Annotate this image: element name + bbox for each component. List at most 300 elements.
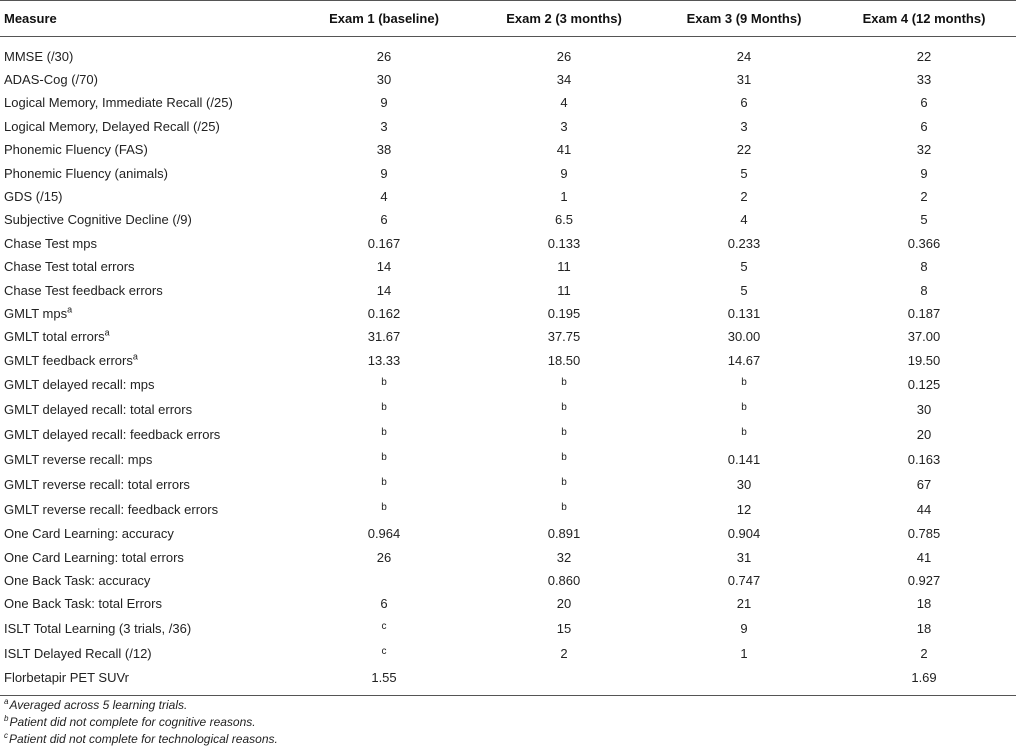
value-cell-exam-3 bbox=[656, 278, 832, 301]
table-row bbox=[0, 422, 1016, 447]
cell-value: 0.195 bbox=[547, 305, 581, 321]
measure-cell bbox=[0, 616, 296, 641]
measure-label: Chase Test feedback errors bbox=[4, 282, 163, 298]
value-cell-exam-1 bbox=[296, 45, 472, 68]
cell-value: 24 bbox=[736, 48, 752, 64]
measure-label: GMLT delayed recall: feedback errors bbox=[4, 426, 221, 442]
value-cell-exam-3 bbox=[656, 255, 832, 278]
measure-label: Subjective Cognitive Decline (/9) bbox=[4, 212, 192, 228]
table-row bbox=[0, 472, 1016, 497]
value-cell-exam-4 bbox=[832, 115, 1016, 138]
measure-cell bbox=[0, 232, 296, 255]
value-cell-exam-3 bbox=[656, 666, 832, 696]
footnote-marker: b bbox=[381, 401, 387, 413]
value-cell-exam-2 bbox=[472, 115, 656, 138]
footnote-marker: c bbox=[381, 645, 387, 657]
value-cell-exam-4 bbox=[832, 616, 1016, 641]
spacer-cell bbox=[0, 37, 1016, 45]
cell-value: 0.141 bbox=[727, 451, 761, 467]
value-cell-exam-1 bbox=[296, 302, 472, 325]
cell-value: 31.67 bbox=[367, 329, 401, 345]
cell-value: 26 bbox=[376, 48, 392, 64]
measure-cell bbox=[0, 278, 296, 301]
cell-value: 2 bbox=[920, 645, 928, 661]
value-cell-exam-3 bbox=[656, 185, 832, 208]
value-cell-exam-4 bbox=[832, 497, 1016, 522]
value-cell-exam-4 bbox=[832, 422, 1016, 447]
measure-label: Chase Test mps bbox=[4, 235, 97, 251]
cell-value: 30 bbox=[376, 72, 392, 88]
measure-label: GMLT reverse recall: total errors bbox=[4, 476, 190, 492]
value-cell-exam-4 bbox=[832, 372, 1016, 397]
spacer-row bbox=[0, 37, 1016, 45]
cell-value: 3 bbox=[380, 118, 388, 134]
cell-value: 2 bbox=[560, 645, 568, 661]
value-cell-exam-2 bbox=[472, 397, 656, 422]
value-cell-exam-1 bbox=[296, 592, 472, 615]
cell-value: 11 bbox=[557, 259, 571, 275]
table-row bbox=[0, 592, 1016, 615]
table-row bbox=[0, 349, 1016, 372]
measure-cell bbox=[0, 372, 296, 397]
footnote-text: Averaged across 5 learning trials. bbox=[9, 698, 188, 712]
measure-cell bbox=[0, 325, 296, 348]
value-cell-exam-2 bbox=[472, 422, 656, 447]
cell-value: 21 bbox=[736, 596, 752, 612]
measure-cell bbox=[0, 68, 296, 91]
measure-label: ISLT Delayed Recall (/12) bbox=[4, 645, 152, 661]
cell-value: 6 bbox=[920, 118, 928, 134]
header-measure: Measure bbox=[0, 1, 296, 37]
value-cell-exam-4 bbox=[832, 68, 1016, 91]
measure-cell bbox=[0, 161, 296, 184]
value-cell-exam-2 bbox=[472, 255, 656, 278]
table-row bbox=[0, 232, 1016, 255]
footnote-text: Patient did not complete for cognitive reasons. bbox=[9, 715, 256, 729]
measure-cell bbox=[0, 472, 296, 497]
measure-label: GMLT reverse recall: feedback errors bbox=[4, 501, 219, 517]
value-cell-exam-1 bbox=[296, 616, 472, 641]
table-row bbox=[0, 545, 1016, 568]
value-cell-exam-2 bbox=[472, 325, 656, 348]
value-cell-exam-4 bbox=[832, 641, 1016, 666]
cell-value: 20 bbox=[556, 596, 572, 612]
value-cell-exam-4 bbox=[832, 325, 1016, 348]
measure-label: One Back Task: total Errors bbox=[4, 596, 162, 612]
cell-value: 18 bbox=[916, 620, 932, 636]
measure-cell bbox=[0, 185, 296, 208]
value-cell-exam-2 bbox=[472, 68, 656, 91]
footnote-marker: b bbox=[561, 501, 567, 513]
cell-value: 37.00 bbox=[907, 329, 941, 345]
value-cell-exam-4 bbox=[832, 278, 1016, 301]
table-row bbox=[0, 91, 1016, 114]
value-cell-exam-4 bbox=[832, 472, 1016, 497]
measure-cell bbox=[0, 641, 296, 666]
header-exam-2: Exam 2 (3 months) bbox=[472, 1, 656, 37]
value-cell-exam-2 bbox=[472, 497, 656, 522]
footnote-mark: c bbox=[4, 731, 8, 740]
value-cell-exam-1 bbox=[296, 208, 472, 231]
cell-value: 1.55 bbox=[371, 669, 397, 685]
value-cell-exam-4 bbox=[832, 545, 1016, 568]
value-cell-exam-4 bbox=[832, 255, 1016, 278]
measure-cell bbox=[0, 45, 296, 68]
value-cell-exam-1 bbox=[296, 278, 472, 301]
measure-cell bbox=[0, 91, 296, 114]
table-row bbox=[0, 497, 1016, 522]
cell-value: 3 bbox=[740, 118, 748, 134]
cell-value: 3 bbox=[560, 118, 568, 134]
value-cell-exam-4 bbox=[832, 302, 1016, 325]
footnote-marker: b bbox=[381, 426, 387, 438]
table-row bbox=[0, 569, 1016, 592]
cell-value: 0.131 bbox=[727, 305, 761, 321]
value-cell-exam-2 bbox=[472, 592, 656, 615]
footnote-marker: b bbox=[381, 501, 387, 513]
value-cell-exam-2 bbox=[472, 302, 656, 325]
value-cell-exam-3 bbox=[656, 522, 832, 545]
table-row bbox=[0, 397, 1016, 422]
footnote-marker: a bbox=[104, 328, 110, 339]
footnote-marker: b bbox=[381, 476, 387, 488]
cell-value: 0.927 bbox=[907, 572, 941, 588]
measure-label: One Card Learning: total errors bbox=[4, 549, 184, 565]
cell-value: 0.167 bbox=[367, 235, 401, 251]
measure-cell bbox=[0, 138, 296, 161]
measure-label: GMLT mps bbox=[4, 305, 68, 321]
value-cell-exam-3 bbox=[656, 616, 832, 641]
cell-value: 9 bbox=[560, 165, 568, 181]
value-cell-exam-1 bbox=[296, 666, 472, 696]
cell-value: 12 bbox=[736, 501, 752, 517]
footnote-marker: b bbox=[381, 376, 387, 388]
cell-value: 31 bbox=[736, 72, 752, 88]
table-row bbox=[0, 372, 1016, 397]
cell-value: 6 bbox=[740, 95, 748, 111]
value-cell-exam-4 bbox=[832, 592, 1016, 615]
table-row bbox=[0, 447, 1016, 472]
cell-value: 41 bbox=[916, 549, 932, 565]
table-row bbox=[0, 302, 1016, 325]
measure-cell bbox=[0, 115, 296, 138]
value-cell-exam-2 bbox=[472, 522, 656, 545]
value-cell-exam-1 bbox=[296, 91, 472, 114]
footnote-marker: b bbox=[381, 451, 387, 463]
value-cell-exam-2 bbox=[472, 138, 656, 161]
footnote-mark: a bbox=[4, 697, 9, 706]
cell-value: 30 bbox=[736, 476, 752, 492]
value-cell-exam-2 bbox=[472, 278, 656, 301]
cell-value: 9 bbox=[920, 165, 928, 181]
value-cell-exam-3 bbox=[656, 349, 832, 372]
value-cell-exam-1 bbox=[296, 545, 472, 568]
cell-value: 0.133 bbox=[547, 235, 581, 251]
value-cell-exam-1 bbox=[296, 372, 472, 397]
value-cell-exam-3 bbox=[656, 68, 832, 91]
value-cell-exam-1 bbox=[296, 447, 472, 472]
value-cell-exam-3 bbox=[656, 447, 832, 472]
value-cell-exam-1 bbox=[296, 185, 472, 208]
cell-value: 0.891 bbox=[547, 526, 581, 542]
table-row bbox=[0, 325, 1016, 348]
value-cell-exam-3 bbox=[656, 641, 832, 666]
measure-label: GMLT reverse recall: mps bbox=[4, 451, 153, 467]
table-row bbox=[0, 278, 1016, 301]
footnote-marker: c bbox=[381, 620, 387, 632]
value-cell-exam-3 bbox=[656, 472, 832, 497]
cell-value: 11 bbox=[557, 282, 571, 298]
footnote-marker: a bbox=[67, 304, 73, 315]
value-cell-exam-2 bbox=[472, 545, 656, 568]
cell-value: 0.785 bbox=[907, 526, 941, 542]
value-cell-exam-4 bbox=[832, 232, 1016, 255]
footnote bbox=[4, 731, 278, 748]
value-cell-exam-1 bbox=[296, 397, 472, 422]
header-exam-4: Exam 4 (12 months) bbox=[832, 1, 1016, 37]
value-cell-exam-1 bbox=[296, 115, 472, 138]
value-cell-exam-1 bbox=[296, 232, 472, 255]
value-cell-exam-3 bbox=[656, 569, 832, 592]
value-cell-exam-4 bbox=[832, 138, 1016, 161]
cell-value: 0.125 bbox=[907, 376, 941, 392]
cell-value: 4 bbox=[380, 189, 388, 205]
value-cell-exam-3 bbox=[656, 497, 832, 522]
value-cell-exam-2 bbox=[472, 447, 656, 472]
cell-value: 0.747 bbox=[727, 572, 761, 588]
cell-value: 22 bbox=[736, 142, 752, 158]
footnote-marker: b bbox=[561, 451, 567, 463]
value-cell-exam-4 bbox=[832, 349, 1016, 372]
cell-value: 41 bbox=[556, 142, 572, 158]
footnote-marker: b bbox=[561, 476, 567, 488]
cell-value: 0.233 bbox=[727, 235, 761, 251]
table-row bbox=[0, 641, 1016, 666]
cell-value: 6 bbox=[920, 95, 928, 111]
cell-value: 4 bbox=[560, 95, 568, 111]
cell-value: 18 bbox=[916, 596, 932, 612]
cell-value: 9 bbox=[380, 95, 388, 111]
cell-value: 5 bbox=[740, 282, 748, 298]
cell-value: 26 bbox=[376, 549, 392, 565]
footnote-text: Patient did not complete for technological reasons. bbox=[9, 732, 278, 746]
cell-value: 14 bbox=[376, 259, 392, 275]
cell-value: 0.904 bbox=[727, 526, 761, 542]
table-header bbox=[0, 1, 1016, 37]
measure-label: GMLT delayed recall: mps bbox=[4, 376, 155, 392]
measure-label: ISLT Total Learning (3 trials, /36) bbox=[4, 620, 192, 636]
measure-label: MMSE (/30) bbox=[4, 48, 74, 64]
measure-cell bbox=[0, 349, 296, 372]
value-cell-exam-1 bbox=[296, 422, 472, 447]
cell-value: 1 bbox=[740, 645, 748, 661]
table-body bbox=[0, 37, 1016, 696]
value-cell-exam-2 bbox=[472, 185, 656, 208]
measure-cell bbox=[0, 569, 296, 592]
value-cell-exam-1 bbox=[296, 255, 472, 278]
table-row bbox=[0, 522, 1016, 545]
cell-value: 38 bbox=[376, 142, 392, 158]
cell-value: 2 bbox=[920, 189, 928, 205]
measure-cell bbox=[0, 302, 296, 325]
table-row bbox=[0, 115, 1016, 138]
measure-cell bbox=[0, 208, 296, 231]
cell-value: 32 bbox=[556, 549, 572, 565]
value-cell-exam-2 bbox=[472, 616, 656, 641]
cell-value: 14.67 bbox=[727, 352, 761, 368]
measure-label: One Back Task: accuracy bbox=[4, 572, 151, 588]
cell-value: 18.50 bbox=[547, 352, 581, 368]
cell-value: 32 bbox=[916, 142, 932, 158]
value-cell-exam-4 bbox=[832, 161, 1016, 184]
measure-label: GMLT total errors bbox=[4, 329, 105, 345]
measure-label: Phonemic Fluency (FAS) bbox=[4, 142, 148, 158]
value-cell-exam-1 bbox=[296, 641, 472, 666]
measure-cell bbox=[0, 497, 296, 522]
measure-cell bbox=[0, 447, 296, 472]
value-cell-exam-3 bbox=[656, 161, 832, 184]
value-cell-exam-2 bbox=[472, 91, 656, 114]
value-cell-exam-3 bbox=[656, 422, 832, 447]
cell-value: 44 bbox=[916, 501, 932, 517]
footnote-marker: b bbox=[561, 376, 567, 388]
measure-label: Logical Memory, Delayed Recall (/25) bbox=[4, 118, 220, 134]
value-cell-exam-3 bbox=[656, 115, 832, 138]
value-cell-exam-4 bbox=[832, 91, 1016, 114]
footnote bbox=[4, 697, 278, 714]
header-row bbox=[0, 1, 1016, 37]
cell-value: 19.50 bbox=[907, 352, 941, 368]
footnote-marker: b bbox=[561, 401, 567, 413]
footnote-marker: b bbox=[561, 426, 567, 438]
cell-value: 6 bbox=[380, 212, 388, 228]
cell-value: 13.33 bbox=[367, 352, 401, 368]
value-cell-exam-2 bbox=[472, 641, 656, 666]
cell-value: 31 bbox=[736, 549, 752, 565]
footnote-mark: b bbox=[4, 714, 9, 723]
cell-value: 5 bbox=[920, 212, 928, 228]
table-row bbox=[0, 45, 1016, 68]
table-row bbox=[0, 68, 1016, 91]
footnote-marker: a bbox=[132, 351, 138, 362]
measure-label: ADAS-Cog (/70) bbox=[4, 72, 98, 88]
value-cell-exam-3 bbox=[656, 91, 832, 114]
cell-value: 67 bbox=[916, 476, 932, 492]
cell-value: 37.75 bbox=[547, 329, 581, 345]
cell-value: 9 bbox=[740, 620, 748, 636]
value-cell-exam-1 bbox=[296, 349, 472, 372]
value-cell-exam-1 bbox=[296, 68, 472, 91]
cell-value: 5 bbox=[740, 259, 748, 275]
value-cell-exam-1 bbox=[296, 161, 472, 184]
value-cell-exam-1 bbox=[296, 522, 472, 545]
value-cell-exam-3 bbox=[656, 45, 832, 68]
footnote-marker: b bbox=[741, 426, 747, 438]
value-cell-exam-3 bbox=[656, 232, 832, 255]
cell-value: 20 bbox=[916, 426, 932, 442]
measure-label: GMLT feedback errors bbox=[4, 352, 133, 368]
value-cell-exam-3 bbox=[656, 397, 832, 422]
table-row bbox=[0, 255, 1016, 278]
cell-value: 8 bbox=[920, 282, 928, 298]
measure-label: GMLT delayed recall: total errors bbox=[4, 401, 193, 417]
value-cell-exam-2 bbox=[472, 161, 656, 184]
value-cell-exam-3 bbox=[656, 545, 832, 568]
cell-value: 22 bbox=[916, 48, 932, 64]
value-cell-exam-4 bbox=[832, 397, 1016, 422]
measure-cell bbox=[0, 397, 296, 422]
value-cell-exam-1 bbox=[296, 325, 472, 348]
table-row bbox=[0, 138, 1016, 161]
measure-label: Logical Memory, Immediate Recall (/25) bbox=[4, 95, 233, 111]
cell-value: 6.5 bbox=[554, 212, 574, 228]
footnote-marker: b bbox=[741, 401, 747, 413]
value-cell-exam-4 bbox=[832, 569, 1016, 592]
cell-value: 6 bbox=[380, 596, 388, 612]
value-cell-exam-1 bbox=[296, 138, 472, 161]
measure-cell bbox=[0, 545, 296, 568]
measure-cell bbox=[0, 522, 296, 545]
value-cell-exam-3 bbox=[656, 372, 832, 397]
value-cell-exam-3 bbox=[656, 592, 832, 615]
measure-label: One Card Learning: accuracy bbox=[4, 526, 174, 542]
cell-value: 0.860 bbox=[547, 572, 581, 588]
value-cell-exam-2 bbox=[472, 208, 656, 231]
value-cell-exam-4 bbox=[832, 185, 1016, 208]
footnote bbox=[4, 714, 278, 731]
value-cell-exam-3 bbox=[656, 302, 832, 325]
value-cell-exam-3 bbox=[656, 325, 832, 348]
value-cell-exam-3 bbox=[656, 208, 832, 231]
value-cell-exam-2 bbox=[472, 232, 656, 255]
cell-value: 2 bbox=[740, 189, 748, 205]
value-cell-exam-4 bbox=[832, 45, 1016, 68]
cell-value: 0.366 bbox=[907, 235, 941, 251]
value-cell-exam-2 bbox=[472, 666, 656, 696]
measure-cell bbox=[0, 422, 296, 447]
cell-value: 15 bbox=[556, 620, 572, 636]
cell-value: 30 bbox=[916, 401, 932, 417]
measure-label: Chase Test total errors bbox=[4, 259, 135, 275]
value-cell-exam-1 bbox=[296, 497, 472, 522]
value-cell-exam-4 bbox=[832, 666, 1016, 696]
cell-value: 26 bbox=[556, 48, 572, 64]
measure-cell bbox=[0, 666, 296, 696]
value-cell-exam-4 bbox=[832, 522, 1016, 545]
value-cell-exam-2 bbox=[472, 349, 656, 372]
cell-value: 34 bbox=[556, 72, 572, 88]
cell-value: 0.162 bbox=[367, 305, 401, 321]
cell-value: 4 bbox=[740, 212, 748, 228]
value-cell-exam-3 bbox=[656, 138, 832, 161]
value-cell-exam-1 bbox=[296, 569, 472, 592]
value-cell-exam-1 bbox=[296, 472, 472, 497]
measure-label: GDS (/15) bbox=[4, 189, 63, 205]
value-cell-exam-4 bbox=[832, 447, 1016, 472]
measure-cell bbox=[0, 592, 296, 615]
value-cell-exam-2 bbox=[472, 569, 656, 592]
cell-value: 9 bbox=[380, 165, 388, 181]
table-row bbox=[0, 666, 1016, 696]
table-row bbox=[0, 616, 1016, 641]
measure-cell bbox=[0, 255, 296, 278]
cell-value: 0.964 bbox=[367, 526, 401, 542]
value-cell-exam-2 bbox=[472, 472, 656, 497]
table-row bbox=[0, 208, 1016, 231]
footnote-marker: b bbox=[741, 376, 747, 388]
cell-value: 5 bbox=[740, 165, 748, 181]
value-cell-exam-4 bbox=[832, 208, 1016, 231]
